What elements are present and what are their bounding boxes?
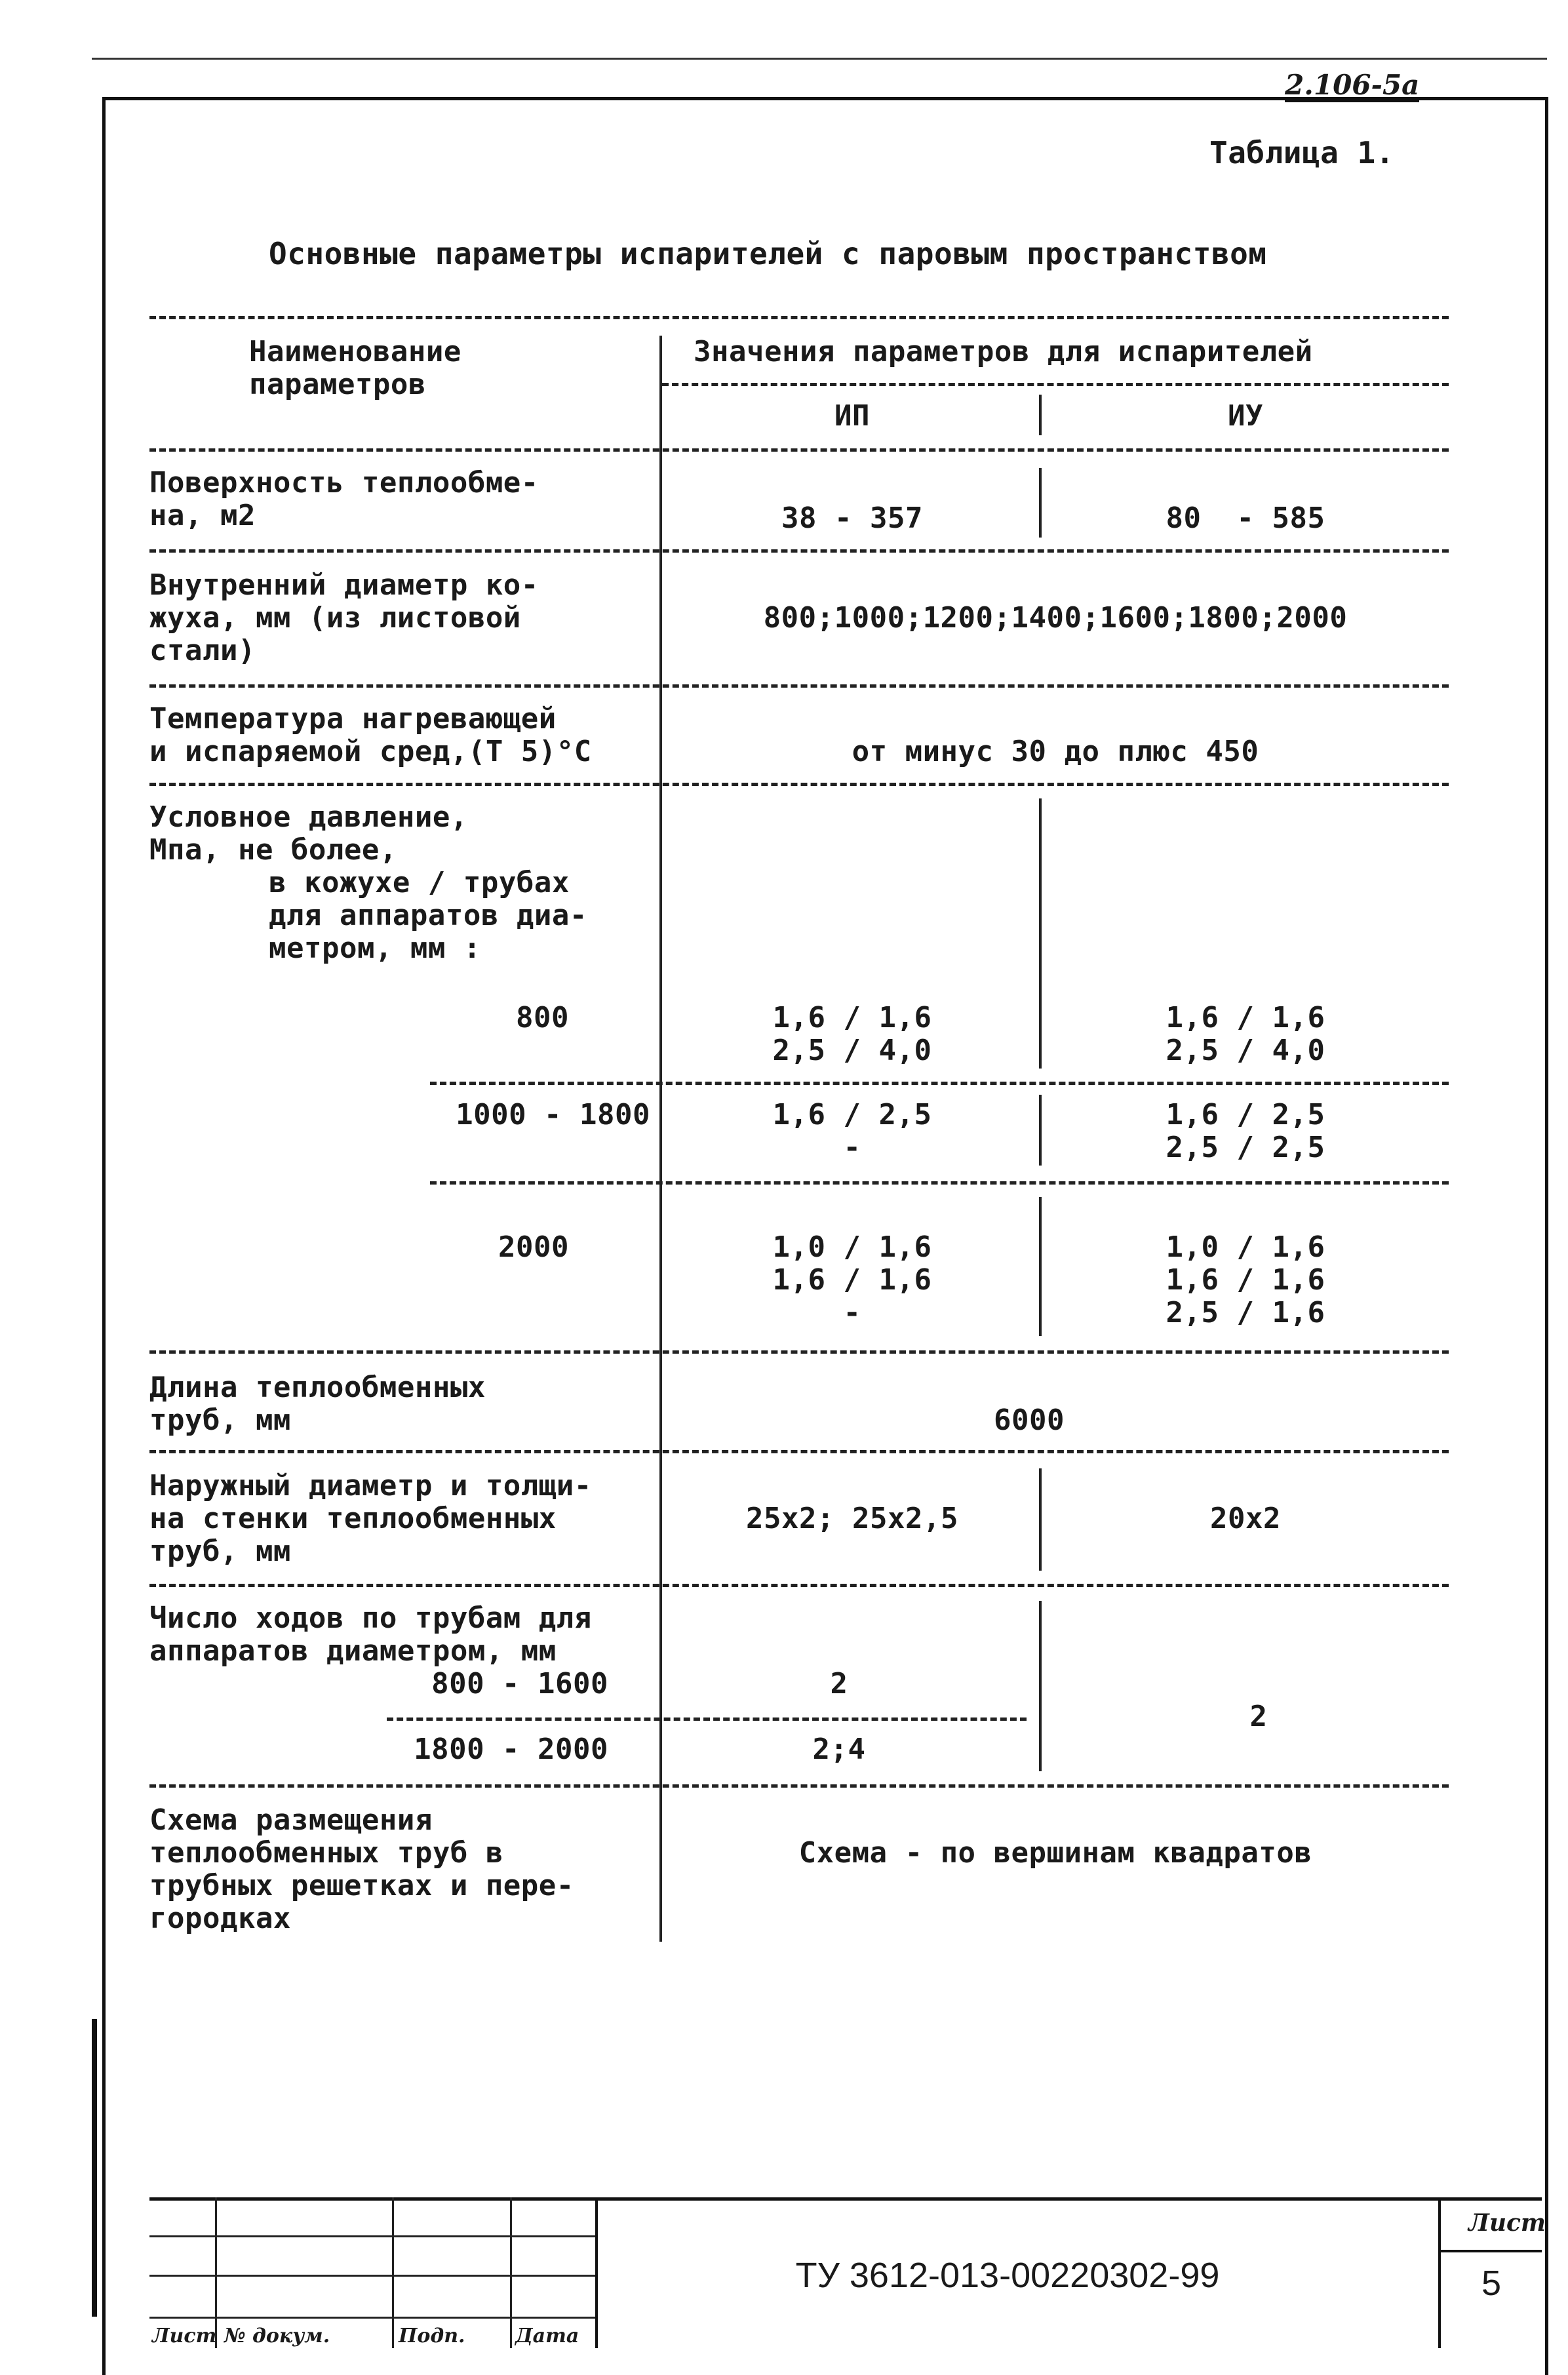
stamp-sheet-label: Лист [1468,2209,1546,2237]
diameter-value: 800;1000;1200;1400;1600;1800;2000 [763,601,1348,635]
pressure-1000-ip-2: - [843,1131,861,1164]
passes-800-label: 800 - 1600 [431,1667,608,1700]
table-label: Таблица 1. [1209,135,1394,170]
surface-divider [1039,468,1042,538]
scan-edge [92,2019,97,2317]
stamp-label-sign: Подп. [399,2325,465,2347]
temperature-value: от минус 30 до плюс 450 [852,735,1259,768]
pressure-800-iu-2: 2,5 / 4,0 [1166,1034,1325,1067]
header-values: Значения параметров для испарителей [694,335,1313,368]
pressure-800-iu-1: 1,6 / 1,6 [1166,1001,1325,1034]
rule-tube-length [149,1450,1449,1453]
diameter-name-3: стали) [149,634,256,667]
tube-outer-ip: 25х2; 25х2,5 [746,1502,958,1535]
pressure-1000-iu-2: 2,5 / 2,5 [1166,1131,1325,1164]
layout-name-1: Схема размещения [149,1803,433,1837]
rule-diameter [149,684,1449,688]
tube-length-name-1: Длина теплообменных [149,1371,486,1404]
layout-name-4: городках [149,1902,291,1935]
pressure-name-4: для аппаратов диа- [269,899,587,932]
rule-tube-outer [149,1584,1449,1587]
header-sub-iu: ИУ [1228,399,1263,433]
surface-name-2: на, м2 [149,499,256,532]
diameter-name-1: Внутренний диаметр ко- [149,568,539,602]
pressure-2000-iu-1: 1,0 / 1,6 [1166,1230,1325,1264]
tube-length-name-2: труб, мм [149,1403,291,1437]
pressure-2000-divider [1039,1197,1042,1336]
pressure-name-5: метром, мм : [269,932,481,965]
passes-800-ip: 2 [830,1667,848,1700]
pressure-1000-iu-1: 1,6 / 2,5 [1166,1098,1325,1131]
passes-1800-ip: 2;4 [812,1733,866,1766]
tube-outer-iu: 20х2 [1210,1502,1281,1535]
rule-passes-sub [387,1717,1027,1721]
pressure-2000-ip-3: - [843,1296,861,1329]
temperature-name-1: Температура нагревающей [149,702,557,736]
surface-name-1: Поверхность теплообме- [149,466,539,500]
rule-header-bottom [149,448,1449,452]
rule-pressure [149,1350,1449,1354]
rule-pressure-800 [430,1082,1449,1085]
pressure-2000-ip-2: 1,6 / 1,6 [772,1263,932,1297]
passes-iu: 2 [1249,1700,1268,1733]
surface-iu: 80 - 585 [1166,501,1325,535]
passes-divider [1039,1601,1042,1771]
layout-value: Схема - по вершинам квадратов [798,1836,1312,1870]
rule-pressure-1000 [430,1181,1449,1185]
tube-length-value: 6000 [994,1403,1065,1437]
pressure-2000-iu-3: 2,5 / 1,6 [1166,1296,1325,1329]
rule-temperature [149,783,1449,786]
passes-name-1: Число ходов по трубам для [149,1601,592,1635]
surface-ip: 38 - 357 [781,501,923,535]
pressure-name-3: в кожухе / трубах [269,866,570,899]
pressure-name-2: Мпа, не более, [149,833,397,867]
page-title: Основные параметры испарителей с паровым пространством [269,236,1267,271]
pressure-2000-label: 2000 [498,1230,569,1264]
stamp-label-sheet: Лист [152,2325,217,2347]
tube-outer-name-1: Наружный диаметр и толщи- [149,1469,592,1502]
handwritten-number: 2.106-5а [1285,69,1420,101]
header-sub-ip: ИП [834,399,870,433]
rule-passes [149,1784,1449,1788]
pressure-800-ip-1: 1,6 / 1,6 [772,1001,932,1034]
diameter-name-2: жуха, мм (из листовой [149,601,521,635]
top-rule [92,58,1547,60]
header-name-1: Наименование [249,335,461,368]
rule-surface [149,549,1449,553]
tube-outer-name-3: труб, мм [149,1535,291,1568]
stamp-label-doc: № докум. [224,2325,330,2347]
stamp-label-date: Дата [515,2325,579,2347]
layout-name-3: трубных решетках и пере- [149,1869,574,1902]
pressure-1000-divider [1039,1095,1042,1166]
pressure-name-1: Условное давление, [149,800,468,834]
layout-name-2: теплообменных труб в [149,1836,503,1870]
pressure-800-label: 800 [516,1001,569,1034]
pressure-1000-label: 1000 - 1800 [456,1098,650,1131]
pressure-2000-ip-1: 1,0 / 1,6 [772,1230,932,1264]
rule-top [149,316,1449,319]
passes-1800-label: 1800 - 2000 [414,1733,608,1766]
header-name-2: параметров [249,368,426,401]
document-code: ТУ 3612-013-00220302-99 [795,2256,1220,2295]
pressure-1000-ip-1: 1,6 / 2,5 [772,1098,932,1131]
temperature-name-2: и испаряемой сред,(Т 5)°С [149,735,592,768]
pressure-800-divider [1039,798,1042,1069]
tube-outer-name-2: на стенки теплообменных [149,1502,557,1535]
rule-header-sub [662,383,1449,386]
sheet-number: 5 [1481,2264,1502,2303]
passes-name-2: аппаратов диаметром, мм [149,1634,557,1668]
pressure-2000-iu-2: 1,6 / 1,6 [1166,1263,1325,1297]
header-divider [1039,395,1042,435]
pressure-800-ip-2: 2,5 / 4,0 [772,1034,932,1067]
tube-outer-divider [1039,1468,1042,1571]
